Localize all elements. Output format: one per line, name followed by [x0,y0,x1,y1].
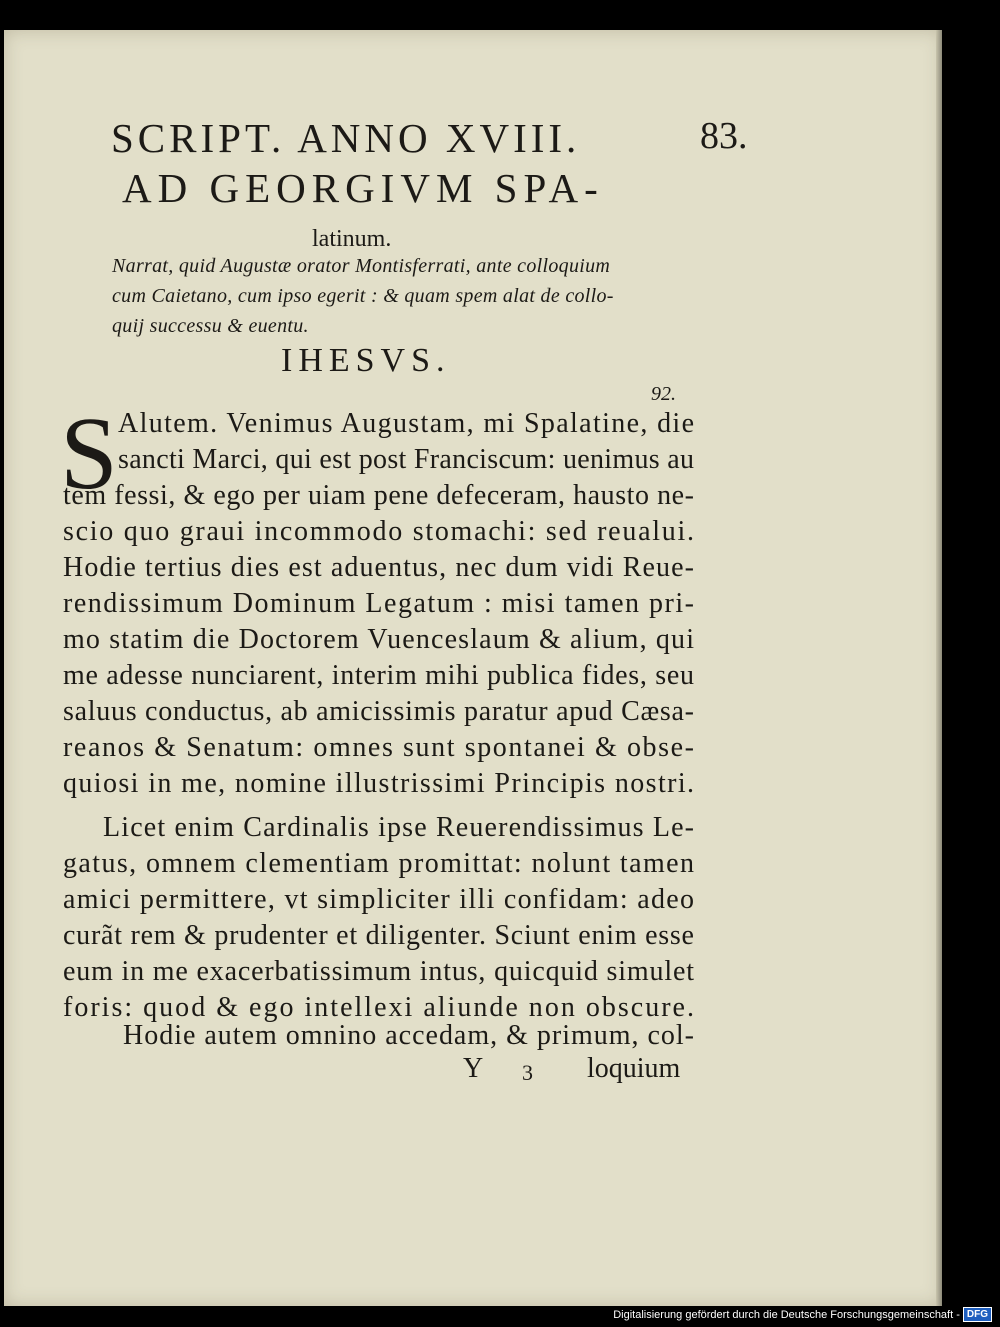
body-line: Licet enim Cardinalis ipse Reuerendissimus Le- [103,812,696,843]
body-line: mo statim die Doctorem Vuenceslaum & alium, qui [63,624,696,655]
dfg-logo: DFG [963,1307,992,1322]
catchword: loquium [587,1053,681,1084]
title-line: AD GEORGIVM SPA- [122,165,604,211]
section-heading: IHESVS. [281,342,451,379]
folio-number: 83. [700,115,748,157]
body-line: Alutem. Venimus Augustam, mi Spalatine, die [118,408,696,439]
body-line: quiosi in me, nomine illustrissimi Principis nostri. [63,768,696,799]
body-line: saluus conductus, ab amicissimis paratur apud Cæsa- [63,696,695,727]
margin-number: 92. [651,383,676,405]
body-line: scio quo graui incommodo stomachi: sed reualui. [63,516,696,547]
summary-line: Narrat, quid Augustæ orator Montisferrati, ante colloquium [112,255,611,277]
body-line: sancti Marci, qui est post Franciscum: uenimus au [118,444,695,475]
signature-mark: Y [463,1053,484,1084]
summary-line: quij successu & euentu. [112,315,309,337]
body-line: gatus, omnem clementiam promittat: nolunt tamen [63,848,696,879]
title-line-continued: latinum. [312,226,392,252]
body-line: curãt rem & prudenter et diligenter. Sciunt enim esse [63,920,695,951]
body-line: rendissimum Dominum Legatum : misi tamen pri- [63,588,696,619]
body-line: foris: quod & ego intellexi aliunde non obscure. [63,992,696,1023]
body-line: me adesse nunciarent, interim mihi publica fides, seu [63,660,695,691]
body-line: amici permittere, vt simpliciter illi confidam: adeo [63,884,696,915]
body-line: reanos & Senatum: omnes sunt spontanei & obse- [63,732,696,763]
body-line: eum in me exacerbatissimum intus, quicquid simulet [63,956,695,987]
body-line: Hodie tertius dies est aduentus, nec dum vidi Reue- [63,552,696,583]
drop-cap: S [60,396,118,511]
running-header: SCRIPT. ANNO XVIII. [111,115,581,161]
signature-number: 3 [522,1060,533,1085]
summary-line: cum Caietano, cum ipso egerit : & quam spem alat de collo- [112,285,614,307]
digitization-credit [613,1307,992,1322]
book-page [4,30,942,1306]
body-line: Hodie autem omnino accedam, & primum, col- [123,1020,695,1051]
body-line: tem fessi, & ego per uiam pene defeceram, hausto ne- [63,480,695,511]
credit-text: Digitalisierung gefördert durch die Deutsche Forschungsgemeinschaft - [613,1308,960,1321]
